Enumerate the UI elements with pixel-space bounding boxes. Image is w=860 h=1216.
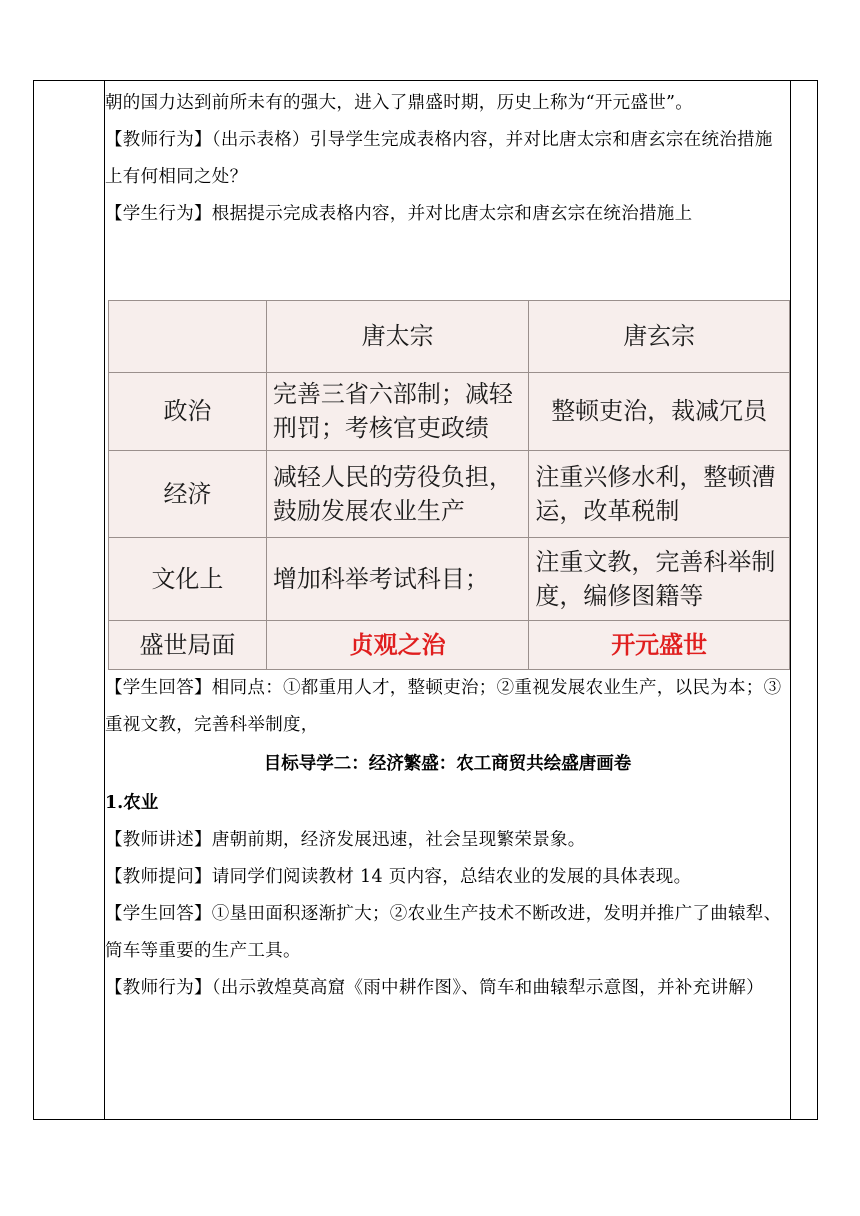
lesson-content-lower: [105, 670, 790, 1007]
table-row: [109, 372, 790, 451]
table-row: [109, 451, 790, 538]
table-cell-highlight: 贞观之治: [266, 620, 529, 669]
paragraph: 【教师提问】请同学们阅读教材 14 页内容，总结农业的发展的具体表现。: [105, 867, 692, 887]
column-divider-right: [790, 80, 791, 1120]
paragraph: 【学生回答】①垦田面积逐渐扩大；②农业生产技术不断改进，发明并推广了曲辕犁、筒车等重要的生产工具。: [105, 904, 782, 961]
table-cell: 经济: [109, 451, 267, 538]
comparison-table: [108, 300, 790, 670]
table-cell: 减轻人民的劳役负担，鼓励发展农业生产: [266, 451, 529, 538]
table-header-row: [109, 301, 790, 373]
section-heading: 目标导学二：经济繁盛：农工商贸共绘盛唐画卷: [263, 754, 632, 774]
paragraph: 【教师行为】（出示敦煌莫高窟《雨中耕作图》、筒车和曲辕犁示意图，并补充讲解）: [105, 978, 764, 998]
table-row: [109, 537, 790, 620]
table-cell: 注重文教，完善科举制度，编修图籍等: [529, 537, 790, 620]
table-cell: 盛世局面: [109, 620, 267, 669]
subheading: 1.农业: [105, 793, 159, 813]
table-cell: 文化上: [109, 537, 267, 620]
paragraph: 朝的国力达到前所未有的强大，进入了鼎盛时期，历史上称为“开元盛世”。: [105, 93, 694, 113]
paragraph: 【学生行为】根据提示完成表格内容，并对比唐太宗和唐玄宗在统治措施上: [105, 204, 693, 224]
lesson-content: [105, 85, 790, 233]
paragraph: 【教师讲述】唐朝前期，经济发展迅速，社会呈现繁荣景象。: [105, 830, 586, 850]
table-cell: 完善三省六部制；减轻刑罚；考核官吏政绩: [266, 372, 529, 451]
table-header-cell: 唐太宗: [266, 301, 529, 373]
table-cell: 注重兴修水利，整顿漕运，改革税制: [529, 451, 790, 538]
table-header-cell: [109, 301, 267, 373]
comparison-table-image: [108, 300, 790, 670]
paragraph: 【学生回答】相同点：①都重用人才，整顿吏治；②重视发展农业生产，以民为本；③重视文教，完善科举制度，: [105, 678, 782, 735]
table-row: [109, 620, 790, 669]
table-header-cell: 唐玄宗: [529, 301, 790, 373]
table-cell: 整顿吏治，裁减冗员: [529, 372, 790, 451]
table-cell: 增加科举考试科目；: [266, 537, 529, 620]
table-cell: 政治: [109, 372, 267, 451]
table-cell-highlight: 开元盛世: [529, 620, 790, 669]
paragraph: 【教师行为】（出示表格）引导学生完成表格内容，并对比唐太宗和唐玄宗在统治措施上有何相同之处？: [105, 130, 773, 187]
